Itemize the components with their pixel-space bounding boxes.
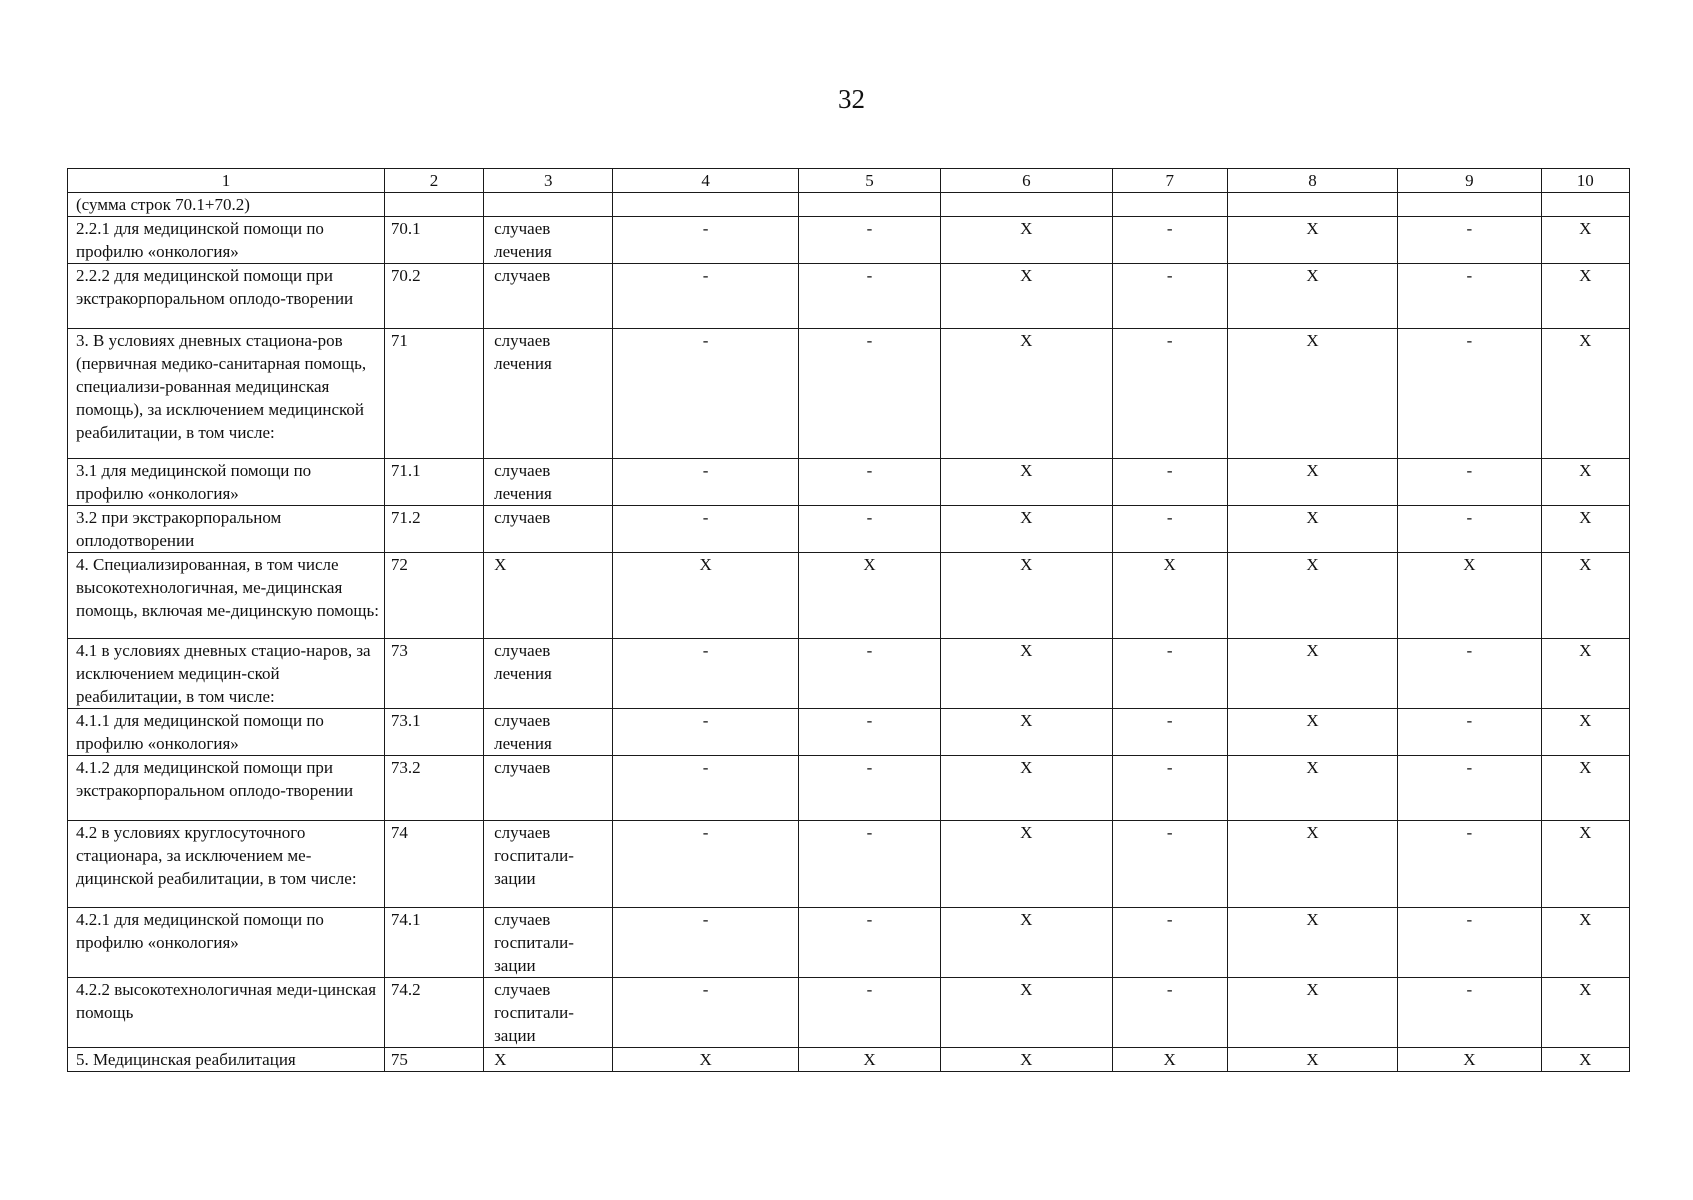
column-header: 7 bbox=[1112, 169, 1227, 193]
table-cell: X bbox=[1541, 506, 1629, 553]
table-cell: - bbox=[798, 329, 940, 459]
table-cell: X bbox=[1398, 553, 1541, 639]
column-header: 1 bbox=[68, 169, 385, 193]
row-unit: случаев bbox=[484, 264, 613, 329]
column-header: 3 bbox=[484, 169, 613, 193]
table-cell: - bbox=[798, 908, 940, 978]
table-row bbox=[68, 756, 1630, 821]
table-cell: X bbox=[941, 639, 1112, 709]
table-cell bbox=[1227, 193, 1397, 217]
table-cell: - bbox=[1112, 329, 1227, 459]
table-cell: - bbox=[1112, 709, 1227, 756]
table-row bbox=[68, 193, 1630, 217]
row-unit: случаев лечения bbox=[484, 639, 613, 709]
table-cell: - bbox=[798, 709, 940, 756]
table-cell: X bbox=[1541, 459, 1629, 506]
row-code: 72 bbox=[384, 553, 483, 639]
table-cell: X bbox=[941, 553, 1112, 639]
table-cell: X bbox=[1227, 639, 1397, 709]
table-cell: - bbox=[1112, 756, 1227, 821]
row-unit: случаев лечения bbox=[484, 217, 613, 264]
row-label: (сумма строк 70.1+70.2) bbox=[68, 193, 385, 217]
table-cell: - bbox=[613, 709, 798, 756]
table-cell: X bbox=[941, 821, 1112, 908]
table-cell: X bbox=[1227, 978, 1397, 1048]
table-cell: - bbox=[1112, 908, 1227, 978]
row-label: 4.2.2 высокотехнологичная меди-цинская помощь bbox=[68, 978, 385, 1048]
table-row bbox=[68, 329, 1630, 459]
column-header: 6 bbox=[941, 169, 1112, 193]
header-row bbox=[68, 169, 1630, 193]
table-cell: X bbox=[1227, 506, 1397, 553]
page-number: 32 bbox=[838, 84, 865, 114]
column-header: 5 bbox=[798, 169, 940, 193]
table-cell: - bbox=[798, 264, 940, 329]
table-cell: - bbox=[613, 459, 798, 506]
table-cell: X bbox=[1227, 217, 1397, 264]
table-cell: - bbox=[1398, 821, 1541, 908]
table-cell: X bbox=[1227, 553, 1397, 639]
table-cell bbox=[1112, 193, 1227, 217]
row-unit: случаев госпитали-зации bbox=[484, 821, 613, 908]
table-cell: - bbox=[1112, 217, 1227, 264]
table-cell: X bbox=[941, 756, 1112, 821]
table-cell: - bbox=[613, 908, 798, 978]
table-cell: X bbox=[1541, 329, 1629, 459]
table-cell: - bbox=[1112, 264, 1227, 329]
row-label: 4.1 в условиях дневных стацио-наров, за исключением медицин-ской реабилитации, в том числе: bbox=[68, 639, 385, 709]
table-cell: - bbox=[613, 506, 798, 553]
table-cell: X bbox=[1541, 1048, 1629, 1072]
row-label: 4.2.1 для медицинской помощи по профилю «онкология» bbox=[68, 908, 385, 978]
table-cell: - bbox=[613, 329, 798, 459]
table-cell: - bbox=[798, 506, 940, 553]
row-unit bbox=[484, 193, 613, 217]
table-cell: X bbox=[1227, 709, 1397, 756]
row-label: 4.2 в условиях круглосуточного стационара, за исключением ме-дицинской реабилитации, в том числе: bbox=[68, 821, 385, 908]
table-cell: - bbox=[613, 756, 798, 821]
table-cell: - bbox=[613, 264, 798, 329]
table-cell: X bbox=[613, 1048, 798, 1072]
row-label: 2.2.2 для медицинской помощи при экстракорпоральном оплодо-творении bbox=[68, 264, 385, 329]
table-cell: - bbox=[1398, 709, 1541, 756]
table-cell: X bbox=[1398, 1048, 1541, 1072]
table-cell: - bbox=[1112, 506, 1227, 553]
row-unit: случаев лечения bbox=[484, 459, 613, 506]
table-cell: X bbox=[798, 553, 940, 639]
table-row bbox=[68, 1048, 1630, 1072]
row-code: 75 bbox=[384, 1048, 483, 1072]
table-row bbox=[68, 217, 1630, 264]
row-label: 3.1 для медицинской помощи по профилю «онкология» bbox=[68, 459, 385, 506]
row-unit: X bbox=[484, 553, 613, 639]
table-cell: X bbox=[941, 908, 1112, 978]
table-cell: - bbox=[613, 978, 798, 1048]
row-code: 74 bbox=[384, 821, 483, 908]
table-cell: - bbox=[1398, 506, 1541, 553]
table-cell: X bbox=[1227, 821, 1397, 908]
column-header: 2 bbox=[384, 169, 483, 193]
column-header: 9 bbox=[1398, 169, 1541, 193]
row-label: 4.1.2 для медицинской помощи при экстракорпоральном оплодо-творении bbox=[68, 756, 385, 821]
table-row bbox=[68, 459, 1630, 506]
table-cell: - bbox=[613, 639, 798, 709]
table-cell bbox=[941, 193, 1112, 217]
table-cell: - bbox=[1398, 908, 1541, 978]
table-row bbox=[68, 978, 1630, 1048]
table-cell: X bbox=[1227, 756, 1397, 821]
table-cell: - bbox=[613, 821, 798, 908]
table-cell: X bbox=[941, 329, 1112, 459]
table-cell: X bbox=[1112, 1048, 1227, 1072]
table-cell: - bbox=[1112, 639, 1227, 709]
table-cell: X bbox=[1227, 329, 1397, 459]
table-cell: - bbox=[1398, 639, 1541, 709]
table-cell bbox=[613, 193, 798, 217]
row-code: 73 bbox=[384, 639, 483, 709]
table-row bbox=[68, 553, 1630, 639]
row-code: 73.1 bbox=[384, 709, 483, 756]
table-cell: - bbox=[798, 459, 940, 506]
table-cell: X bbox=[941, 264, 1112, 329]
row-code: 70.2 bbox=[384, 264, 483, 329]
row-label: 4.1.1 для медицинской помощи по профилю «онкология» bbox=[68, 709, 385, 756]
table-cell: X bbox=[1227, 459, 1397, 506]
row-code: 71.2 bbox=[384, 506, 483, 553]
table-cell: X bbox=[1541, 908, 1629, 978]
table-cell bbox=[1398, 193, 1541, 217]
row-code: 71.1 bbox=[384, 459, 483, 506]
table-cell: - bbox=[613, 217, 798, 264]
data-table bbox=[67, 168, 1630, 1072]
table-cell: - bbox=[798, 639, 940, 709]
table-cell: - bbox=[1398, 329, 1541, 459]
table-cell: X bbox=[941, 1048, 1112, 1072]
row-code: 73.2 bbox=[384, 756, 483, 821]
row-unit: X bbox=[484, 1048, 613, 1072]
table-cell: X bbox=[1541, 639, 1629, 709]
table-cell: X bbox=[1541, 756, 1629, 821]
table-cell: - bbox=[798, 978, 940, 1048]
table-cell: - bbox=[1398, 756, 1541, 821]
table-row bbox=[68, 908, 1630, 978]
row-label: 3. В условиях дневных стациона-ров (первичная медико-санитарная помощь, специализи-рованная медицинская помощь), за исключением медицинской реабилитации, в том числе: bbox=[68, 329, 385, 459]
column-header: 8 bbox=[1227, 169, 1397, 193]
table-cell: X bbox=[1227, 908, 1397, 978]
column-header: 10 bbox=[1541, 169, 1629, 193]
table-cell: X bbox=[1112, 553, 1227, 639]
row-code: 70.1 bbox=[384, 217, 483, 264]
table-cell: - bbox=[1112, 459, 1227, 506]
row-code bbox=[384, 193, 483, 217]
row-unit: случаев bbox=[484, 506, 613, 553]
row-unit: случаев лечения bbox=[484, 329, 613, 459]
table-cell: - bbox=[1398, 217, 1541, 264]
row-label: 4. Специализированная, в том числе высокотехнологичная, ме-дицинская помощь, включая ме-дицинскую помощь: bbox=[68, 553, 385, 639]
table-cell: X bbox=[1541, 264, 1629, 329]
table-cell: X bbox=[941, 978, 1112, 1048]
table-cell: X bbox=[941, 459, 1112, 506]
table-cell: X bbox=[1541, 821, 1629, 908]
row-unit: случаев госпитали-зации bbox=[484, 908, 613, 978]
table-cell: - bbox=[798, 821, 940, 908]
table-cell bbox=[798, 193, 940, 217]
table-row bbox=[68, 264, 1630, 329]
table-cell: X bbox=[1541, 217, 1629, 264]
table-cell: X bbox=[1541, 709, 1629, 756]
table-cell: X bbox=[941, 709, 1112, 756]
table-cell: - bbox=[798, 756, 940, 821]
table-cell: X bbox=[1541, 553, 1629, 639]
column-header: 4 bbox=[613, 169, 798, 193]
row-label: 3.2 при экстракорпоральном оплодотворении bbox=[68, 506, 385, 553]
table-cell: - bbox=[1398, 978, 1541, 1048]
table-cell: - bbox=[798, 217, 940, 264]
table-cell: X bbox=[1541, 978, 1629, 1048]
table-row bbox=[68, 506, 1630, 553]
table-row bbox=[68, 709, 1630, 756]
row-code: 71 bbox=[384, 329, 483, 459]
row-code: 74.2 bbox=[384, 978, 483, 1048]
table-cell: - bbox=[1112, 978, 1227, 1048]
table-cell: X bbox=[798, 1048, 940, 1072]
row-unit: случаев bbox=[484, 756, 613, 821]
table-cell: - bbox=[1398, 264, 1541, 329]
table-cell: X bbox=[613, 553, 798, 639]
table-row bbox=[68, 821, 1630, 908]
row-unit: случаев лечения bbox=[484, 709, 613, 756]
table-cell: X bbox=[941, 506, 1112, 553]
row-label: 2.2.1 для медицинской помощи по профилю «онкология» bbox=[68, 217, 385, 264]
row-unit: случаев госпитали-зации bbox=[484, 978, 613, 1048]
table-cell: X bbox=[1227, 1048, 1397, 1072]
row-label: 5. Медицинская реабилитация bbox=[68, 1048, 385, 1072]
row-code: 74.1 bbox=[384, 908, 483, 978]
table-row bbox=[68, 639, 1630, 709]
table-cell: X bbox=[1227, 264, 1397, 329]
table-cell: - bbox=[1398, 459, 1541, 506]
table-cell: - bbox=[1112, 821, 1227, 908]
table-cell: X bbox=[941, 217, 1112, 264]
table-cell bbox=[1541, 193, 1629, 217]
